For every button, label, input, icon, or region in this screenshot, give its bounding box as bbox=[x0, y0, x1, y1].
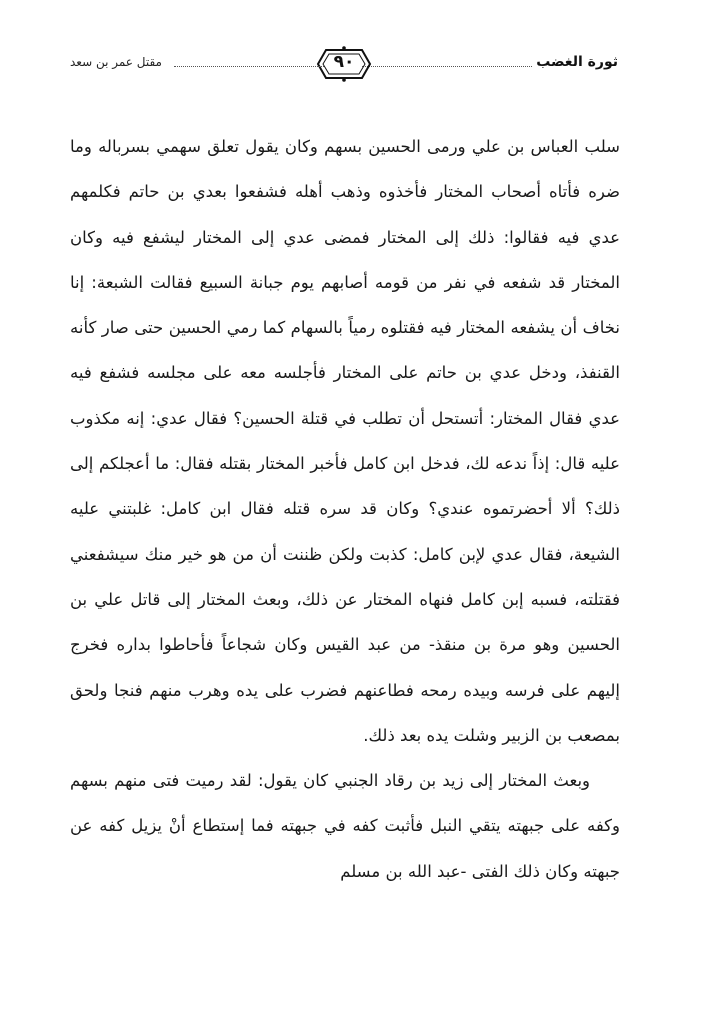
header-dotted-leader-left bbox=[174, 66, 324, 67]
paragraph: وبعث المختار إلى زيد بن رقاد الجنبي كان يقول: لقد رميت فتى منهم بسهم وكفه على جبهته يتقي النبل فأثبت كفه في جبهته فما إستطاع أنْ يزيل كفه عن جبهته وكان ذلك الفتى -عبد الله بن مسلم bbox=[70, 771, 620, 881]
header-dotted-leader-right bbox=[362, 66, 532, 67]
running-subtitle: مقتل عمر بن سعد bbox=[70, 55, 162, 69]
running-title: ثورة الغضب bbox=[536, 54, 618, 70]
body-text bbox=[70, 124, 620, 894]
page-number: ٩٠ bbox=[333, 52, 355, 72]
paragraph: سلب العباس بن علي ورمى الحسين بسهم وكان يقول تعلق سهمي بسرباله وما ضره فأتاه أصحاب المختار فأخذوه وذهب أهله فشفعوا بعدي بن حاتم فكلمهم عدي فيه فقالوا: ذلك إلى المختار فمضى عدي إلى المختار ليشفع فيه وكان المختار قد شفعه في نفر من قومه أصابهم يوم جبانة السبيع فقالت الشبعة: إنا نخاف أن يشفعه المختار فيه فقتلوه رمياً بالسهام كما رمي الحسين حتى صار كأنه القنفذ، ودخل عدي بن حاتم على المختار فأجلسه معه على مجلسه فشفع فيه عدي فقال المختار: أتستحل أن تطلب في قتلة الحسين؟ فقال عدي: إنه مكذوب عليه قال: إذاً ندعه لك، فدخل ابن كامل فأخبر المختار بقتله فقال: ما أعجلكم إلى ذلك؟ ألا أحضرتموه عندي؟ وكان قد سره قتله فقال ابن كامل: غلبتني عليه الشيعة، فقال عدي لإبن كامل: كذبت ولكن ظننت أن من هو خير منك سيشفعني فقتلته، فسبه إبن كامل فنهاه المختار عن ذلك، وبعث المختار إلى قاتل علي بن الحسين وهو مرة بن منقذ- من عبد القيس وكان شجاعاً فأحاطوا بداره فخرج إليهم على فرسه وبيده رمحه فطاعنهم فضرب على يده وهرب منهم فنجا ولحق بمصعب بن الزبير وشلت يده بعد ذلك. bbox=[70, 137, 620, 745]
page-number-badge bbox=[316, 44, 372, 84]
page-header bbox=[70, 44, 618, 84]
